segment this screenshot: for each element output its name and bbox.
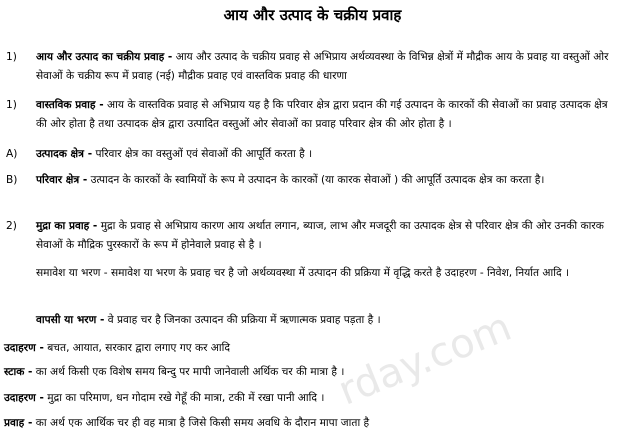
- paragraph-heading: उत्पादक क्षेत्र -: [36, 148, 93, 160]
- paragraph-text: आय के वास्तविक प्रवाह से अभिप्राय यह है कि परिवार क्षेत्र द्वारा प्रदान की गई उत्पादन के कारकों की सेवाओं का प्रवाह उत्पादक क्षेत्र की ओर होता है तथा उत्पादक क्षेत्र द्वारा उत्पादित वस्तुओं ओर सेवाओं का प्रवाह परिवार क्षेत्र की ओर होता है ।: [36, 99, 608, 130]
- paragraph-heading: वास्तविक प्रवाह -: [36, 99, 104, 111]
- paragraph-text: आय और उत्पाद के चक्रीय प्रवाह से अभिप्राय अर्थव्यवस्था के विभिन्न क्षेत्रों में मौद्रीक आय के प्रवाह या वस्तुओं ओर सेवाओं के चक्रीय रूप में प्रवाह (नई) मौद्रीक प्रवाह एवं वास्तविक प्रवाह की धारणा: [36, 51, 609, 82]
- paragraph-example-leakage: [4, 339, 620, 358]
- paragraph-real-flow: [36, 96, 620, 134]
- paragraph-text: मुद्रा का परिमाण, धन गोदाम रखे गेहूँ की मात्रा, टकी में रखा पानी आदि ।: [43, 392, 325, 404]
- paragraph-heading: परिवार क्षेत्र -: [36, 174, 88, 186]
- paragraph-leakage: [36, 311, 620, 330]
- paragraph-stock: [4, 363, 620, 382]
- paragraph-producer-sector: [36, 145, 620, 164]
- item-marker: A): [6, 148, 18, 160]
- paragraph-text: परिवार क्षेत्र का वस्तुओं एवं सेवाओं की आपूर्ति करता है ।: [92, 148, 313, 160]
- paragraph-heading: उदाहरण -: [4, 342, 44, 354]
- paragraph-text: का अर्थ किसी एक विशेष समय बिन्दु पर मापी जानेवाली अर्थिक चर की मात्रा है ।: [32, 366, 345, 378]
- paragraph-money-flow: [36, 217, 620, 255]
- paragraph-heading: प्रवाह -: [4, 417, 33, 429]
- paragraph-flow: [4, 414, 620, 433]
- paragraph-heading: आय और उत्पाद का चक्रीय प्रवाह -: [36, 51, 173, 63]
- paragraph-household-sector: [36, 171, 620, 190]
- paragraph-heading: मुद्रा का प्रवाह -: [36, 220, 98, 232]
- paragraph-example-stock: [4, 389, 620, 408]
- item-marker: 1): [6, 51, 17, 63]
- page-title: आय और उत्पाद के चक्रीय प्रवाह: [223, 6, 402, 24]
- paragraph-heading: उदाहरण -: [4, 392, 44, 404]
- paragraph-text: मुद्रा के प्रवाह से अभिप्राय कारण आय अर्थात लगान, ब्याज, लाभ और मजदूरी का उत्पादक क्षेत्र से परिवार क्षेत्र की ओर उनकी कारक सेवाओं के मौद्रिक पुरस्कारों के रूप में होनेवाले प्रवाह से है ।: [36, 220, 604, 251]
- item-marker: 1): [6, 99, 17, 111]
- item-marker: 2): [6, 220, 17, 232]
- item-marker: B): [6, 174, 18, 186]
- paragraph-text: बचत, आयात, सरकार द्वारा लगाए गए कर आदि: [43, 342, 230, 354]
- paragraph-circular-flow: [36, 48, 620, 86]
- paragraph-heading: वापसी या भरण -: [36, 314, 105, 326]
- paragraph-text: उत्पादन के कारकों के स्वामियों के रूप मे उत्पादन के कारकों (या कारक सेवाओं ) की आपूर्ति उत्पादक क्षेत्र का करता है।: [87, 174, 545, 186]
- paragraph-text: वे प्रवाह चर है जिनका उत्पादन की प्रक्रिया में ऋणात्मक प्रवाह पड़ता है ।: [104, 314, 381, 326]
- paragraph-heading: स्टाक -: [4, 366, 33, 378]
- paragraph-text: का अर्थ एक आर्थिक चर ही वह मात्रा है जिसे किसी समय अवधि के दौरान मापा जाता है: [32, 417, 370, 429]
- watermark: rday.com: [332, 303, 518, 415]
- paragraph-injection: समावेश या भरण - समावेश या भरण के प्रवाह चर है जो अर्थव्यवस्था में उत्पादन की प्रक्रिया में वृद्धि करते है उदाहरण - निवेश, निर्यात आदि ।: [36, 267, 570, 279]
